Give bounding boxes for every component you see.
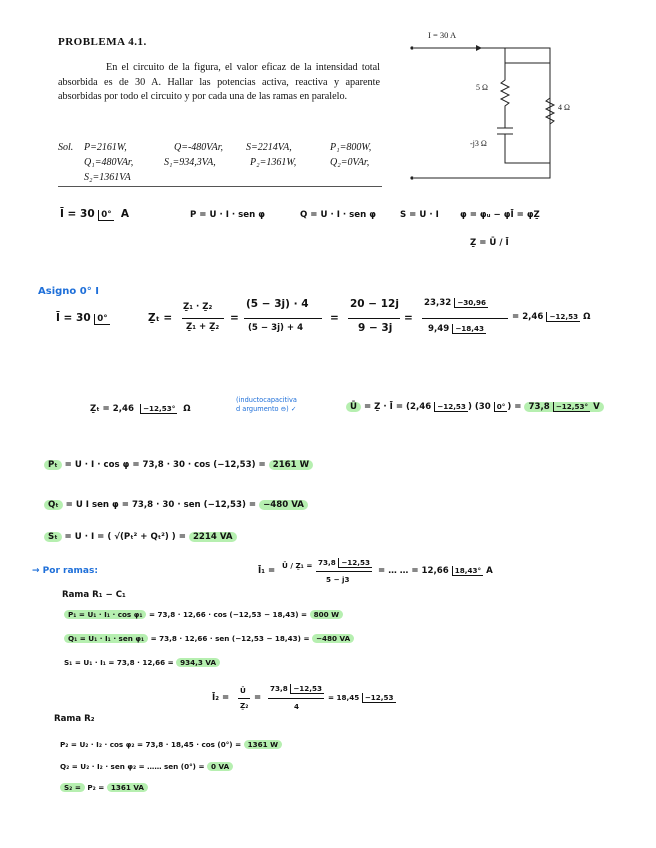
note-i1-lhs: Ī₁ = [258,566,276,576]
note-i1-den: 5 − j3 [326,575,350,584]
separator-line [58,186,382,187]
note-i-reference: Ī = 30 0° [56,312,108,324]
note-i1-num: 73,8 −12,53 [318,558,371,567]
equals-sign: = [330,312,339,324]
note-zt-frac3-den: 9 − 3j [358,322,393,334]
solution-s: S=2214VA, [246,142,292,153]
solution-p: P=2161W, [84,142,127,153]
circuit-outer-wire [414,48,550,178]
problem-statement [58,61,380,105]
note-st: Sₜ = U · I = ( √(Pₜ² + Qₜ²) ) = 2214 VA [44,532,237,542]
note-qt: Qₜ = U I sen φ = 73,8 · 30 · sen (−12,53) = −480 VA [44,500,308,510]
note-formula-z: Ẕ = Ū / Ī [470,238,509,248]
fraction-bar [182,318,224,319]
terminal-bottom [410,176,413,179]
solution-s2: S₂=1361VA [84,172,131,183]
equals-sign: = [404,312,413,324]
note-i1-result: = … … = 12,66 18,43° A [378,566,493,576]
fraction-bar [316,571,372,572]
note-rama2-title: Rama R₂ [54,714,95,724]
note-i2-frac-den: Ẕ₂ [240,701,249,710]
note-por-ramas: → Por ramas: [32,566,98,576]
resistor-r1-symbol [501,63,509,128]
note-i2-den: 4 [294,702,300,711]
note-i1-fraction-symbols: Ū / Ẕ₁ = [282,561,313,570]
note-formula-s: S = U · I [400,210,439,220]
equals-sign: = [254,693,262,703]
fraction-bar [422,318,508,319]
note-i2-lhs: Ī₂ = [212,693,230,703]
note-pt: Pₜ = U · I · cos φ = 73,8 · 30 · cos (−12,53) = 2161 W [44,460,313,470]
note-assign: Asigno 0° I [38,286,99,297]
note-zt-frac3-num: 20 − 12j [350,298,399,310]
note-zt-frac2-den: (5 − 3j) + 4 [248,323,304,333]
circuit-top-branch [505,48,550,63]
note-i2-result: = 18,45 −12,53 [328,693,394,702]
fraction-bar [348,318,400,319]
solution-label: Sol. [58,142,74,153]
equals-sign: = [230,312,239,324]
note-p1: P₁ = U₁ · I₁ · cos φ₁ = 73,8 · 12,66 · cos (−12,53 − 18,43) = 800 W [64,610,343,619]
circuit-diagram [400,28,570,193]
note-formula-q: Q = U · I · sen φ [300,210,376,220]
note-q1: Q₁ = U₁ · I₁ · sen φ₁ = 73,8 · 12,66 · sen (−12,53 − 18,43) = −480 VA [64,634,354,643]
note-q2: Q₂ = U₂ · I₂ · sen φ₂ = …… sen (0°) = 0 VA [60,762,233,771]
note-s2: S₂ = P₂ = 1361 VA [60,783,148,792]
fraction-bar [238,698,250,699]
fraction-bar [244,318,322,319]
solution-s1: S₁=934,3VA, [164,157,216,168]
note-zt-restated: Ẕₜ = 2,46 −12,53° Ω [90,404,191,414]
solution-p1: P₁=800W, [330,142,372,153]
note-formula-phi: φ = φᵤ − φĪ = φẔ [460,210,540,220]
note-p2: P₂ = U₂ · I₂ · cos φ₂ = 73,8 · 18,45 · cos (0°) = 1361 W [60,740,282,749]
solution-q1: Q₁=480VAr, [84,157,134,168]
problem-title: PROBLEMA 4.1. [58,36,147,48]
solution-q: Q=-480VAr, [174,142,224,153]
note-rama1-title: Rama R₁ − C₁ [62,590,126,600]
note-zt-result: = 2,46 −12,53 Ω [512,312,591,322]
capacitor-symbol [497,128,513,134]
note-voltage-calc: Ū = Ẕ · Ī = (2,46 −12,53 ) (30 0° ) = 73,8 −12,53° V [346,402,604,412]
note-formula-p: P = U · I · sen φ [190,210,265,220]
note-zt-frac4-den: 9,49 −18,43 [428,324,484,334]
circuit-left-branch-bottom [505,134,550,163]
note-zt-lhs: Ẕₜ = [148,312,173,324]
note-zt-frac2-num: (5 − 3j) · 4 [246,298,309,310]
r1-label: 5 Ω [476,83,488,92]
note-zt-frac1-den: Ẕ₁ + Ẕ₂ [186,322,220,332]
fraction-bar [268,698,324,699]
current-arrow-icon [476,45,482,51]
note-capacitive: (inductocapacitiva d argumento ⊖) ✓ [236,396,297,413]
r2-label: 4 Ω [558,103,570,112]
note-zt-frac1-num: Ẕ₁ · Ẕ₂ [183,302,213,312]
note-i2-frac-num: Ū [240,686,246,695]
xc-label: -j3 Ω [470,139,487,148]
note-zt-frac4-num: 23,32 −30,96 [424,298,486,308]
note-s1: S₁ = U₁ · I₁ = 73,8 · 12,66 = 934,3 VA [64,658,220,667]
solution-q2: Q₂=0VAr, [330,157,370,168]
current-label: I = 30 A [428,30,457,40]
problem-statement-text: En el circuito de la figura, el valor eficaz de la intensidad total absorbida es de 30 A. Hallar las potencias activa, reactiva y aparente absorbidas por todo el circuito y por cada una de las ramas en paralelo. [58,62,380,103]
note-i-total: Ī = 30 0° A [60,208,130,220]
note-i2-num: 73,8 −12,53 [270,684,323,693]
solution-p2: P₂=1361W, [250,157,297,168]
terminal-top [410,46,413,49]
